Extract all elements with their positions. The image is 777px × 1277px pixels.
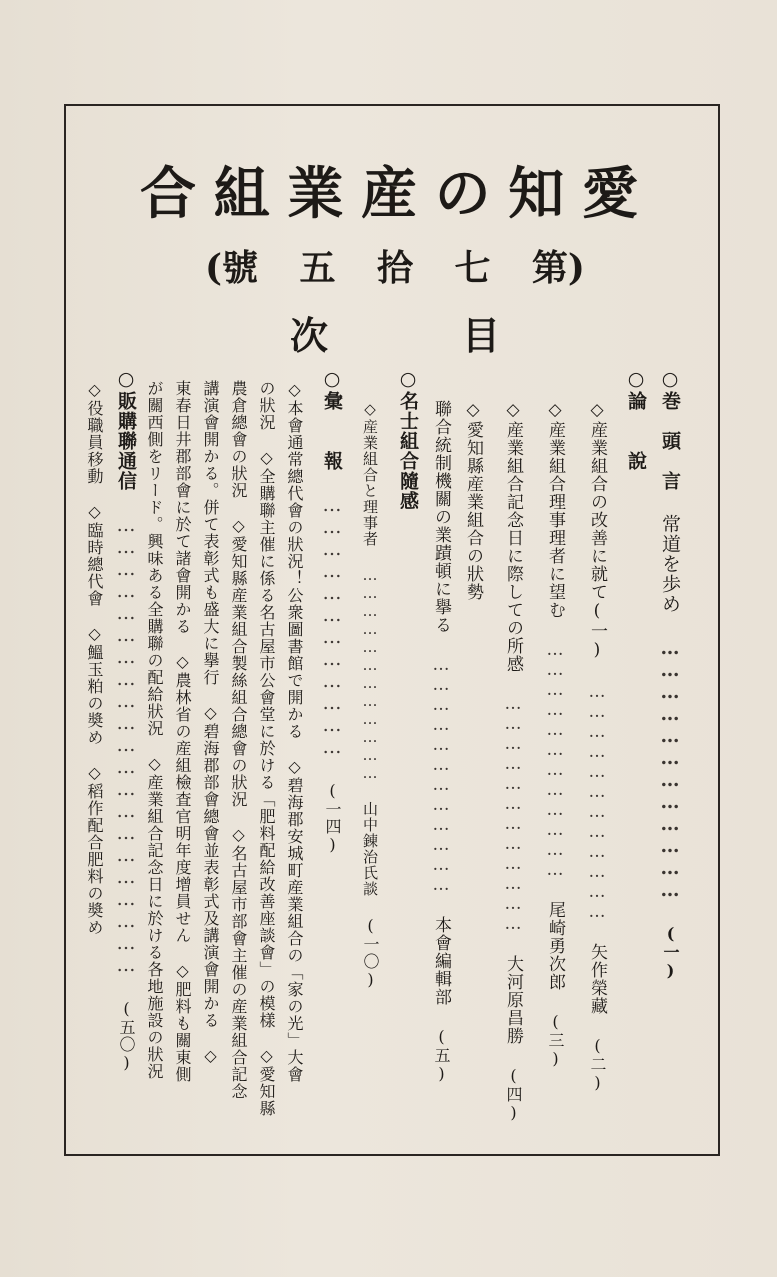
ihou-line-6 bbox=[146, 380, 162, 1140]
leader-dots: ……………………………… bbox=[503, 694, 523, 934]
toc-section-ronsetsu bbox=[626, 368, 645, 471]
section-heading: ○名士組合隨感 bbox=[397, 368, 419, 511]
body-text: 東春日井郡部會に於て諸會開かる ◇農林省の産組檢査官明年度增員せん ◇肥料も關東側 bbox=[173, 380, 192, 1083]
body-text: ◇役職員移動 ◇臨時總代會 ◇鰮玉粕の奬め ◇稻作配合肥料の奬め bbox=[85, 380, 104, 936]
ihou-line-4 bbox=[202, 380, 218, 1140]
page-number: (一〇) bbox=[361, 916, 380, 990]
issue-char: 五 bbox=[299, 247, 336, 289]
entry-title: 聯合統制機關の業蹟頓に擧る bbox=[431, 400, 451, 634]
hankou-items bbox=[86, 380, 102, 1140]
entry-title: ◇愛知縣産業組合の狀勢 bbox=[463, 400, 483, 601]
toc-section-meishi bbox=[398, 368, 417, 511]
page-number: (五) bbox=[432, 1027, 451, 1084]
toc-entry-kaizen bbox=[588, 400, 605, 1160]
entry-title: ◇産業組合と理事者 bbox=[361, 400, 379, 547]
entry-title: ◇産業組合理事理者に望む bbox=[545, 400, 565, 619]
leader-dots: ……………………………… bbox=[545, 640, 565, 880]
leader-dots: ……………………………… bbox=[431, 655, 451, 895]
issue-char: (號 bbox=[205, 247, 259, 289]
issue-number bbox=[205, 240, 585, 291]
leader-dots: ……………………………… bbox=[659, 637, 681, 901]
heading-char: 目 bbox=[461, 313, 500, 358]
ihou-line-2 bbox=[258, 380, 274, 1140]
issue-char: 拾 bbox=[376, 247, 413, 289]
toc-entry-rijisha-2 bbox=[362, 400, 378, 1160]
leader-dots: ……………………………………………………… bbox=[115, 514, 137, 976]
section-heading: ○販購聯通信 bbox=[115, 368, 137, 491]
toc-entry-rijisha bbox=[546, 400, 563, 1160]
body-text: 講演會開かる。併て表彰式も盛大に擧行 ◇碧海郡部會總會並表彰式及講演會開かる ◇ bbox=[201, 380, 220, 1066]
entry-author: 山中錬治氏談 bbox=[361, 801, 379, 897]
ihou-line-5 bbox=[174, 380, 190, 1140]
body-text: ◇本會通常總代會の狀況！公衆圖書館で開かる ◇碧海郡安城町産業組合の「家の光」大會 bbox=[285, 380, 304, 1083]
toc-section-hankou bbox=[116, 368, 135, 1128]
title-char: 業 bbox=[287, 161, 346, 227]
page-number: (五〇) bbox=[117, 999, 136, 1073]
page-number: (三) bbox=[546, 1012, 565, 1069]
contents-heading bbox=[290, 305, 500, 360]
toc-section-ihou bbox=[322, 368, 341, 1128]
entry-heading: ○巻 頭 言 bbox=[659, 368, 681, 491]
title-char: 知 bbox=[508, 161, 567, 227]
magazine-title bbox=[140, 150, 640, 230]
issue-char: 七 bbox=[454, 247, 491, 289]
ihou-line-3 bbox=[230, 380, 246, 1140]
heading-char: 次 bbox=[290, 313, 329, 358]
body-text: が關西側をリード。興味ある全購聯の配給狀況 ◇産業組合記念日に於ける各地施設の狀況 bbox=[145, 380, 164, 1080]
entry-title: 常道を歩め bbox=[659, 514, 681, 614]
leader-dots: ……………………………… bbox=[361, 566, 379, 782]
title-char: 合 bbox=[140, 161, 198, 227]
toc-entry-jousei bbox=[464, 400, 481, 601]
entry-author: 尾崎勇次郎 bbox=[545, 901, 565, 991]
toc-entry-kantougen bbox=[660, 368, 679, 1128]
section-heading: ○論 說 bbox=[625, 368, 647, 471]
page-number: (一) bbox=[661, 924, 680, 981]
section-heading: ○彙 報 bbox=[321, 368, 343, 471]
page-number: (二) bbox=[588, 1036, 607, 1093]
toc-entry-rengou bbox=[432, 400, 449, 1160]
issue-char: 第) bbox=[531, 247, 585, 289]
body-text: の狀況 ◇全購聯主催に係る名古屋市公會堂に於ける「肥料配給改善座談會」の模樣 ◇愛知縣 bbox=[257, 380, 276, 1117]
leader-dots: ……………………………… bbox=[321, 494, 343, 758]
page-number: (一四) bbox=[323, 781, 342, 855]
entry-title: ◇産業組合の改善に就て(一) bbox=[587, 400, 607, 661]
page-number: (四) bbox=[504, 1066, 523, 1123]
body-text: 農倉總會の狀況 ◇愛知縣産業組合製絲組合總會の狀況 ◇名古屋市部會主催の産業組合記念 bbox=[229, 380, 248, 1100]
entry-author: 矢作榮藏 bbox=[587, 943, 607, 1015]
title-char: 愛 bbox=[581, 161, 640, 227]
entry-title: ◇産業組合記念日に際しての所感 bbox=[503, 400, 523, 673]
title-char: 産 bbox=[360, 161, 419, 227]
title-char: 組 bbox=[213, 161, 272, 227]
entry-author: 本會編輯部 bbox=[431, 916, 451, 1006]
title-char: の bbox=[434, 161, 493, 227]
ihou-line-1 bbox=[286, 380, 302, 1140]
entry-author: 大河原昌勝 bbox=[503, 955, 523, 1045]
leader-dots: ……………………………… bbox=[587, 682, 607, 922]
toc-entry-kinenbi bbox=[504, 400, 521, 1160]
